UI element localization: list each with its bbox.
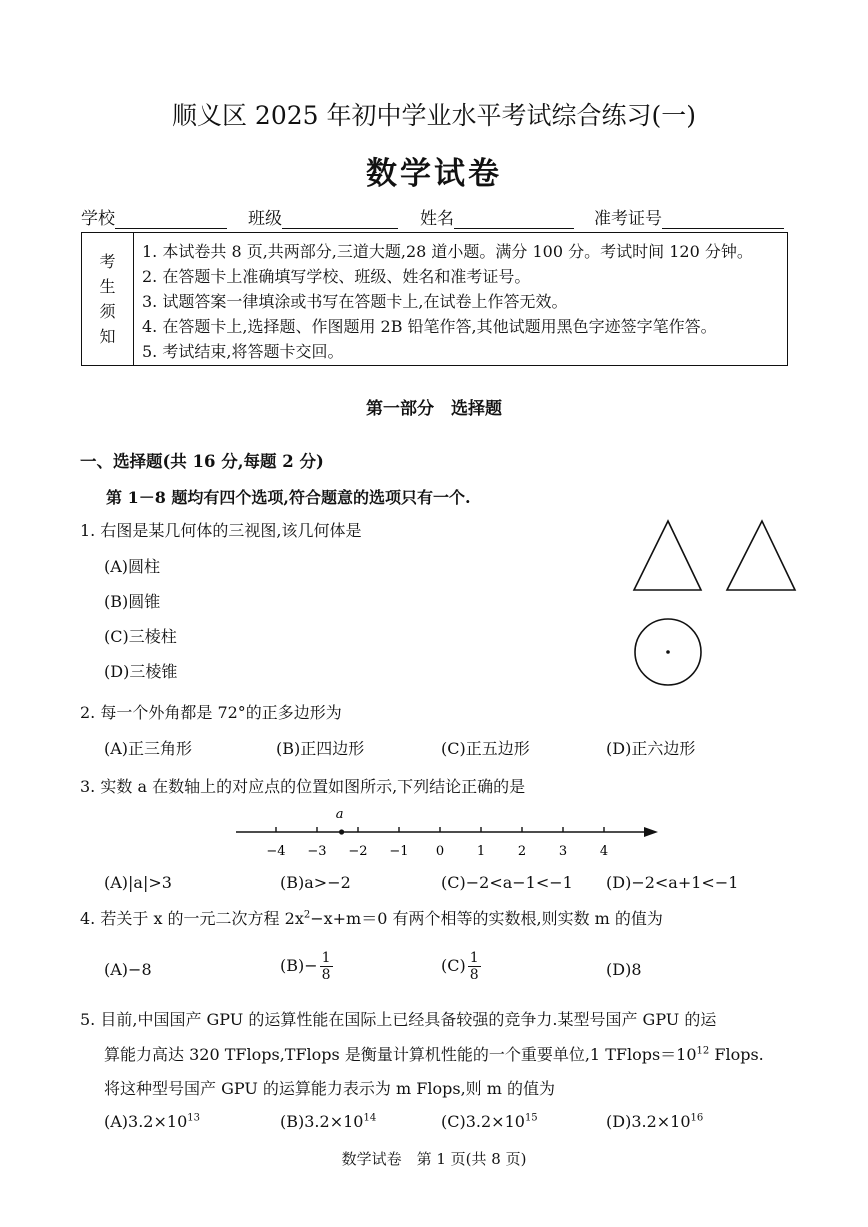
q2-option-a: (A)正三角形: [104, 739, 193, 758]
part-heading: 一、选择题(共 16 分,每题 2 分): [80, 452, 324, 471]
notice-item: 1. 本试卷共 8 页,共两部分,三道大题,28 道小题。满分 100 分。考试时间 120 分钟。: [142, 242, 753, 261]
section-title: 第一部分 选择题: [366, 399, 502, 419]
number-line-tick-label: −1: [389, 844, 409, 859]
class-field: [248, 204, 398, 229]
q2-stem: 2. 每一个外角都是 72°的正多边形为: [80, 703, 342, 722]
fraction: $\frac{1}{8}$: [469, 950, 479, 983]
q4-option-d: (D)8: [606, 960, 642, 979]
q5-option-a: $(A)3.2\times 10^{13}$: [104, 1112, 200, 1131]
number-line-tick-label: −3: [307, 844, 327, 859]
q5-line2: 算能力高达 320 TFlops,TFlops 是衡量计算机性能的一个重要单位,1 $TFlops=10^{12}$ Flops.: [104, 1045, 764, 1064]
point-a-dot: [339, 829, 344, 834]
q1-option-a: (A)圆柱: [104, 557, 161, 576]
three-view-figure: [625, 512, 805, 692]
q2-option-c: (C)正五边形: [441, 739, 530, 758]
q1-option-c: (C)三棱柱: [104, 627, 177, 646]
number-line-tick-label: −4: [266, 844, 286, 859]
school-field: [81, 204, 227, 229]
q3-option-b: (B)a>−2: [280, 873, 351, 892]
number-line-tick-label: 4: [599, 844, 609, 859]
q5-option-c: $(C)3.2\times 10^{15}$: [441, 1112, 538, 1131]
page-footer: 数学试卷 第 1 页(共 8 页): [341, 1150, 527, 1168]
number-line-figure: [230, 800, 670, 864]
q3-option-a: (A)|a|>3: [104, 873, 172, 892]
number-line-tick-label: −2: [348, 844, 368, 859]
q5-line1: 5. 目前,中国国产 GPU 的运算性能在国际上已经具备较强的竞争力.某型号国产 GPU 的运: [80, 1010, 717, 1029]
point-a-label: a: [335, 807, 344, 822]
number-line-tick-label: 0: [435, 844, 445, 859]
exam-title: 顺义区 2025 年初中学业水平考试综合练习(一): [171, 101, 697, 130]
q4-option-a: (A)−8: [104, 960, 152, 979]
q5-option-b: $(B)3.2\times 10^{14}$: [280, 1112, 377, 1131]
front-view-triangle: [634, 521, 701, 590]
q5-line3: 将这种型号国产 GPU 的运算能力表示为 m Flops,则 m 的值为: [104, 1079, 556, 1098]
q1-option-b: (B)圆锥: [104, 592, 161, 611]
q1-stem: 1. 右图是某几何体的三视图,该几何体是: [80, 521, 362, 540]
class-blank: [282, 210, 398, 229]
exam-id-field: [594, 204, 784, 229]
q4-option-c: (C) $\frac{1}{8}$: [441, 950, 479, 983]
q4-stem: 4. 若关于 x 的一元二次方程 $2x^2-x+m=0$ 有两个相等的实数根,则实数 m 的值为: [80, 909, 663, 928]
exam-id-blank: [662, 210, 784, 229]
notice-box: [81, 232, 788, 366]
notice-item: 4. 在答题卡上,选择题、作图题用 2B 铅笔作答,其他试题用黑色字迹签字笔作答。: [142, 317, 717, 336]
class-label: 班级: [248, 209, 282, 229]
notice-items: [142, 239, 753, 364]
notice-item: 3. 试题答案一律填涂或书写在答题卡上,在试卷上作答无效。: [142, 292, 568, 311]
notice-item: 5. 考试结束,将答题卡交回。: [142, 342, 344, 361]
q2-option-b: (B)正四边形: [276, 739, 365, 758]
exam-subtitle: 数学试卷: [366, 156, 502, 192]
number-line-tick-label: 3: [558, 844, 568, 859]
name-label: 姓名: [420, 209, 454, 229]
school-label: 学校: [81, 209, 115, 229]
notice-item: 2. 在答题卡上准确填写学校、班级、姓名和准考证号。: [142, 267, 531, 286]
q1-option-d: (D)三棱锥: [104, 662, 178, 681]
number-line-arrow: [644, 827, 658, 837]
number-line-tick-label: 1: [476, 844, 486, 859]
side-view-triangle: [727, 521, 795, 590]
school-blank: [115, 210, 227, 229]
q2-option-d: (D)正六边形: [606, 739, 696, 758]
part-instruction: 第 1－8 题均有四个选项,符合题意的选项只有一个.: [106, 488, 471, 507]
q4-option-b: (B)− $\frac{1}{8}$: [280, 950, 331, 983]
number-line-tick-label: 2: [517, 844, 527, 859]
top-view-center-dot: [666, 650, 670, 654]
fraction: $\frac{1}{8}$: [321, 950, 331, 983]
q3-option-c: (C)−2<a−1<−1: [441, 873, 573, 892]
name-blank: [454, 210, 574, 229]
exam-id-label: 准考证号: [594, 209, 662, 229]
name-field: [420, 204, 574, 229]
q3-stem: 3. 实数 a 在数轴上的对应点的位置如图所示,下列结论正确的是: [80, 777, 526, 796]
notice-label: 考 生 须 知: [82, 233, 134, 365]
q3-option-d: (D)−2<a+1<−1: [606, 873, 739, 892]
q5-option-d: $(D)3.2\times 10^{16}$: [606, 1112, 704, 1131]
